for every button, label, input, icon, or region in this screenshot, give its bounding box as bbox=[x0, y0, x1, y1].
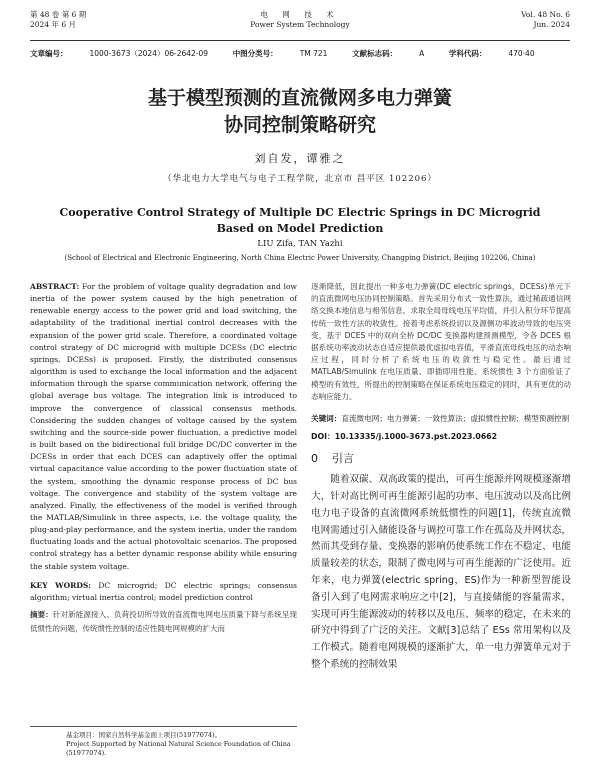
footnote: 基金项目：国家自然科学基金面上项目(51977074)。 Project Supported by National Natural Science Foundation of China (51977074). bbox=[30, 726, 297, 758]
volume-en: Vol. 48 No. 6 bbox=[521, 10, 570, 19]
title-cn: 基于模型预测的直流微网多电力弹簧 协同控制策略研究 bbox=[147, 87, 452, 136]
date-cn: 2024 年 6 月 bbox=[30, 20, 77, 29]
volume-cn: 第 48 卷 第 6 期 bbox=[30, 10, 87, 19]
authors-cn: 刘自发，谭雅之 bbox=[254, 152, 346, 165]
affiliation-en: (School of Electrical and Electronic Engineering, North China Electric Power University, Changping District, Beijing 102206, China) bbox=[64, 254, 536, 262]
left-column bbox=[30, 281, 297, 636]
title-en: Cooperative Control Strategy of Multiple DC Electric Springs in DC Microgrid Based on Model Prediction bbox=[59, 206, 541, 235]
abstract-cn-start: 摘要：针对新能源接入、负荷投切所导致的直流微电网电压质量下降与系统呈现低惯性的问题，传统惯性控制的适应性随电网规模的扩大而 bbox=[30, 609, 298, 633]
journal-name-en: Power System Technology bbox=[250, 20, 350, 29]
subject-code: 学科代码： 470·40 bbox=[448, 49, 535, 58]
abstract-en: ABSTRACT: For the problem of voltage quality degradation and low inertia of the power system caused by the high penetration of renewable energy access to the power grid and load switching, the adaptability of the traditional inertial control decreases with the expansion of the power grid scale. Therefore, a coordinated voltage control strategy of DC microgrid with multiple DCESs (DC electric springs, DCESs) is proposed. Firstly, the distributed consensus algorithm is used to exchange the local information and the adjacent information through the sparse communication network, offering the global average bus voltage. The integration link is introduced to improve the convergence of classical consensus methods. Considering the sudden changes of voltage caused by the system switching and the source-side power fluctuation, a predictive model is built based on the bidirectional full bridge DC/DC converter in the DCESs in order that each DCES can adaptively offer the optimal virtual capacitance value according to the power fluctuation state of the system, smoothing the dynamic response process of DC bus voltage. The convergence and stability of the system voltage are analyzed. Finally, the effectiveness of the model is verified through the MATLAB/Simulink in three aspects, i.e. the voltage quality, the plug-and-play performance, and the system inertia, under the random fluctuating loads and the actual photovoltaic scenarios. The proposed control strategy has a better dynamic response ability while ensuring the stable system voltage. bbox=[30, 282, 297, 571]
affiliation-cn: （华北电力大学电气与电子工程学院，北京市 昌平区 102206） bbox=[163, 174, 437, 184]
abstract-cn-visible: 针对新能源接入、负荷投切所导致的直流微电网电压质量下降与系统呈现低惯性的问题，传统惯性控制的适应性随电网规模的扩大而 bbox=[30, 609, 298, 633]
clc-number: 中图分类号： TM 721 bbox=[232, 49, 328, 58]
keywords-cn: 关键词：直流微电网；电力弹簧；一致性算法；虚拟惯性控制；模型预测控制 bbox=[311, 414, 570, 424]
date-en: Jun. 2024 bbox=[533, 20, 570, 29]
header-center bbox=[30, 10, 570, 30]
abstract-cn-continued: 逐渐降低，因此提出一种多电力弹簧(DC electric springs，DCESs)单元下的直流微网电压协同控制策略。首先采用分布式一致性算法，通过稀疏通信网络交换本地信息与相邻信息，求取全局母线电压平均值，并引入积分环节提高传统一致性方法的收敛性。接着考虑系统投切以及源侧功率波动导致的电压突变，基于 DCES 中的双向全桥 DC/DC 变换器构建预测模型，令各 DCES 根据系统功率波动状态自适应提供最优虚拟电容值，平滑直流母线电压的动态响应过程，同时分析了系统电压的收敛性与稳定性。最后通过 MATLAB/Simulink 在电压质量、即插即用性能、系统惯性 3 个方面验证了模型的有效性，所提出的控制策略在保证系统电压稳定的同时，具有更优的动态响应能力。 bbox=[311, 282, 571, 401]
page-header bbox=[30, 10, 570, 41]
section-heading: 0 引言 bbox=[311, 452, 354, 466]
article-meta bbox=[30, 48, 570, 59]
keywords-en: KEY WORDS: DC microgrid; DC electric springs; consensus algorithm; virtual inertia control; model prediction control bbox=[30, 580, 297, 602]
header-right bbox=[521, 10, 570, 30]
intro-paragraph: 随着双碳、双高政策的提出，可再生能源并网规模逐渐增大，针对高比例可再生能源引起的功率、电压波动以及高比例电力电子设备的直流微网系统低惯性的问题[1]，传统直流微电网需通过引入储能设备与调控可靠工作在孤岛及并网状态，然而其受到存量、变换器的影响仍使系统工作在不稳定、电能质量较差的状态，限制了微电网与可再生能源的广泛使用。近年来，电力弹簧(electric spring，ES)作为一种新型智能设备引入到了电网需求响应之中[2]，与直接储能的容量需求，实现可再生能源波动的转移以及电压、频率的稳定，在未来的研究中得到了广泛的关注。文献[3]总结了 ESs 常用架构以及工作模式。随着电网规模的逐渐扩大，单一电力弹簧单元对于整个系统的控制效果 bbox=[311, 474, 571, 670]
journal-name-cn: 电 网 技 术 bbox=[260, 10, 340, 19]
article-number: 文章编号： 1000-3673（2024）06-2642-09 bbox=[30, 49, 209, 58]
authors-en: LIU Zifa, TAN Yazhi bbox=[257, 239, 343, 249]
document-code: 文献标志码： A bbox=[352, 49, 425, 58]
right-column bbox=[311, 281, 571, 674]
doi: DOI：10.13335/j.1000-3673.pst.2023.0662 bbox=[311, 432, 498, 442]
